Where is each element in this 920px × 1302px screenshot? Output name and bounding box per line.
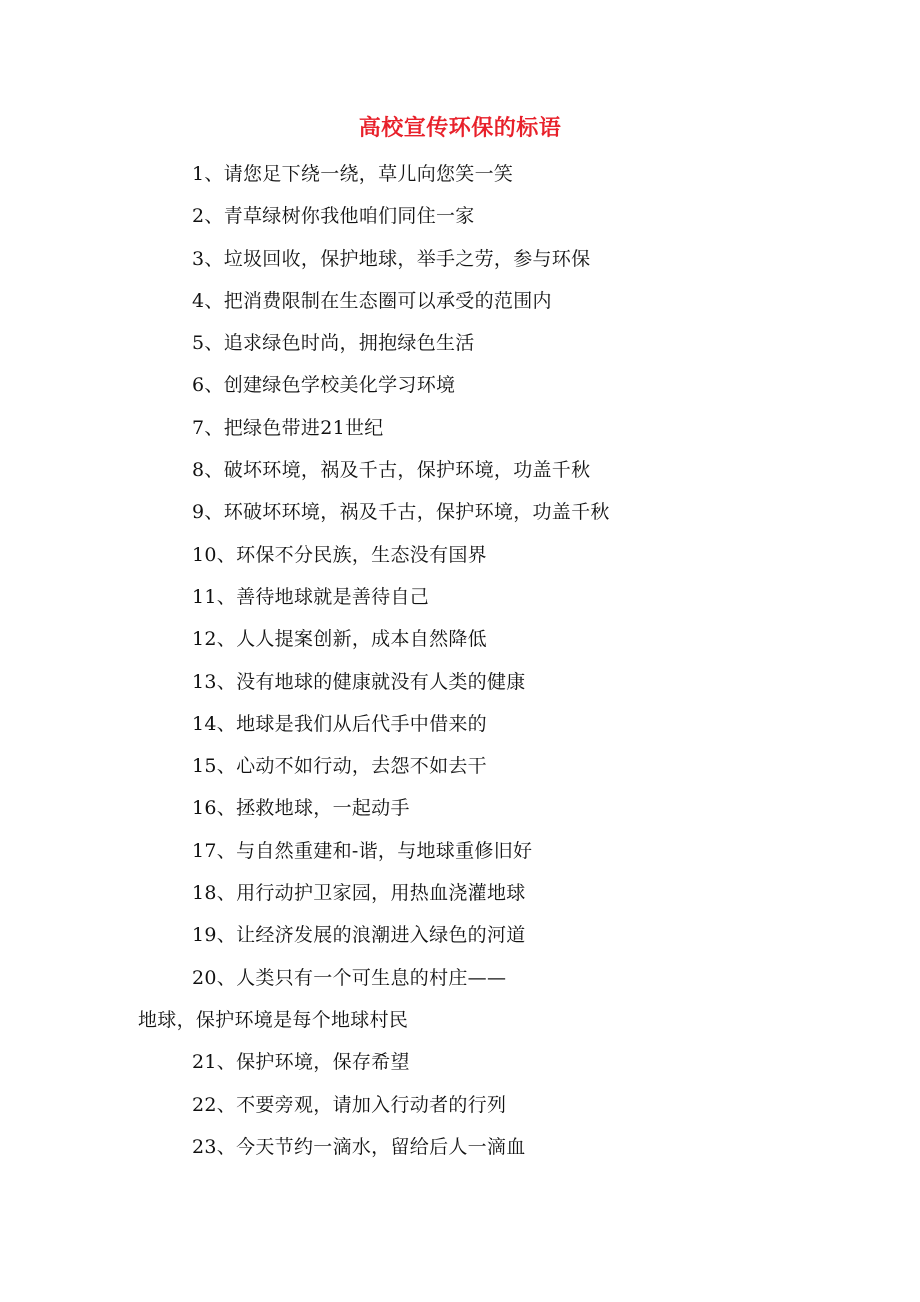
slogan-list [0, 157, 920, 1172]
slogan-line-9: 9、环破坏环境，祸及千古，保护环境，功盖千秋 [192, 501, 610, 524]
slogan-line-12: 12、人人提案创新，成本自然降低 [192, 628, 487, 651]
slogan-line-20: 20、人类只有一个可生息的村庄—— [192, 966, 507, 989]
slogan-line-17: 17、与自然重建和-谐，与地球重修旧好 [192, 839, 533, 862]
document-title: 高校宣传环保的标语 [358, 115, 562, 141]
slogan-line-21: 21、保护环境，保存希望 [192, 1051, 410, 1074]
slogan-line-6: 6、创建绿色学校美化学习环境 [192, 374, 456, 397]
slogan-line-13: 13、没有地球的健康就没有人类的健康 [192, 670, 526, 693]
slogan-line-3: 3、垃圾回收，保护地球，举手之劳，参与环保 [192, 247, 591, 270]
slogan-line-5: 5、追求绿色时尚，拥抱绿色生活 [192, 332, 475, 355]
slogan-line-10: 10、环保不分民族，生态没有国界 [192, 543, 487, 566]
slogan-line-8: 8、破坏环境，祸及千古，保护环境，功盖千秋 [192, 459, 591, 482]
slogan-line-20-continued: 地球，保护环境是每个地球村民 [138, 1008, 409, 1031]
slogan-line-15: 15、心动不如行动，去怨不如去干 [192, 755, 487, 778]
slogan-line-22: 22、不要旁观，请加入行动者的行列 [192, 1093, 507, 1116]
slogan-line-19: 19、让经济发展的浪潮进入绿色的河道 [192, 924, 526, 947]
slogan-line-4: 4、把消费限制在生态圈可以承受的范围内 [192, 289, 552, 312]
slogan-line-18: 18、用行动护卫家园，用热血浇灌地球 [192, 882, 526, 905]
slogan-line-23: 23、今天节约一滴水，留给后人一滴血 [192, 1135, 526, 1158]
slogan-line-11: 11、善待地球就是善待自己 [192, 585, 430, 608]
slogan-line-7: 7、把绿色带进21世纪 [192, 416, 384, 439]
slogan-line-2: 2、青草绿树你我他咱们同住一家 [192, 205, 475, 228]
slogan-line-14: 14、地球是我们从后代手中借来的 [192, 712, 487, 735]
slogan-line-16: 16、拯救地球，一起动手 [192, 797, 410, 820]
slogan-line-1: 1、请您足下绕一绕，草儿向您笑一笑 [192, 163, 514, 185]
